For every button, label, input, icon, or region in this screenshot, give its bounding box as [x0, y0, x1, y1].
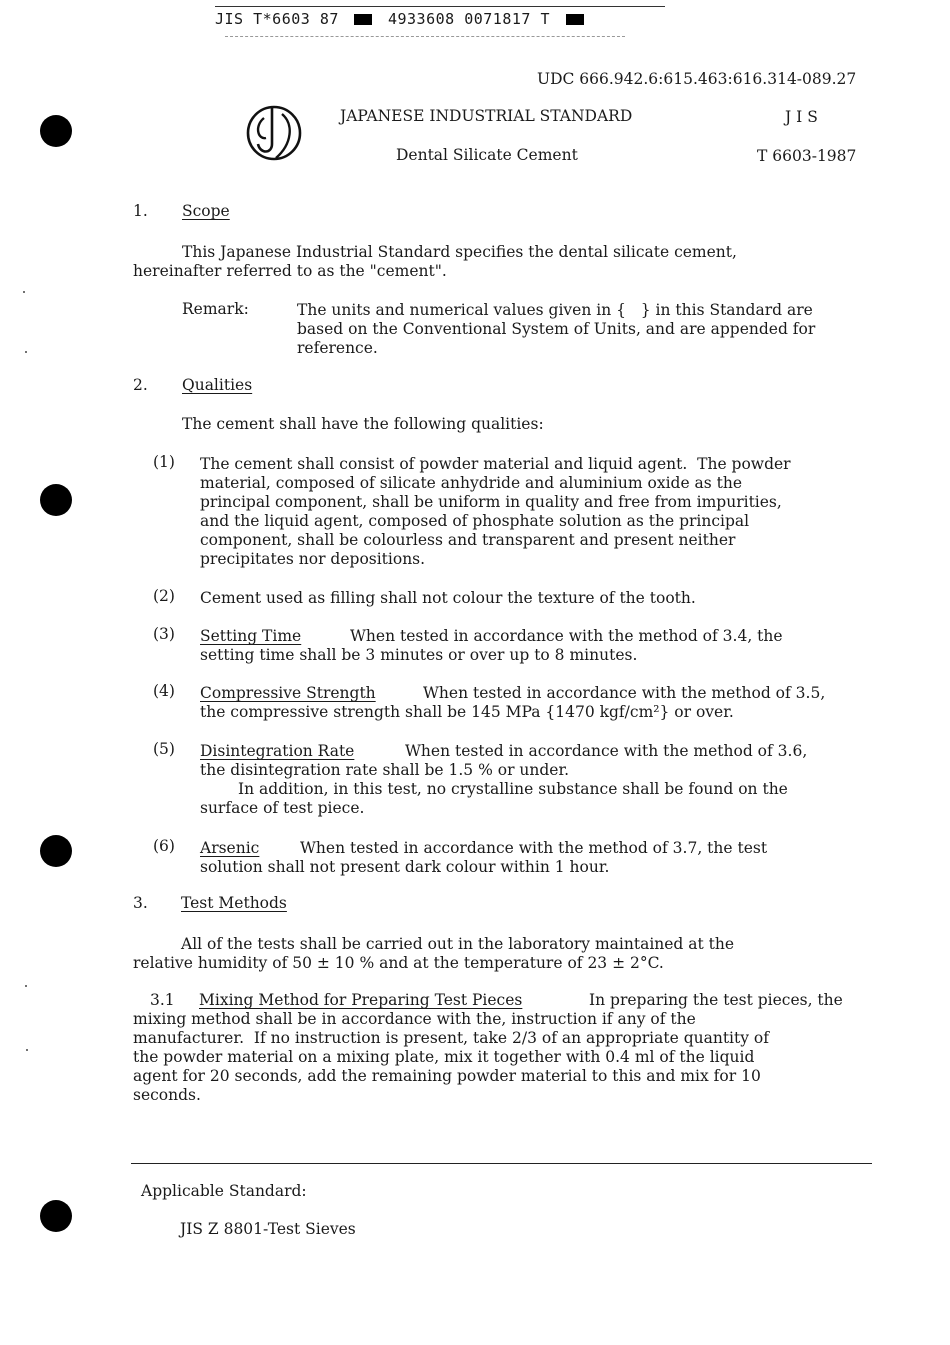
item-6-line: solution shall not present dark colour within 1 hour. [200, 858, 610, 876]
item-1-line: precipitates nor depositions. [200, 550, 426, 568]
scan-dash-row [225, 36, 625, 38]
header-code-bar [215, 10, 584, 28]
item-3-line: setting time shall be 3 minutes or over up to 8 minutes. [200, 646, 638, 664]
item-4-title: Compressive Strength [200, 684, 376, 702]
section-2-intro: The cement shall have the following qualities: [182, 415, 544, 433]
subsection-3-1-line: mixing method shall be in accordance with the, instruction if any of the [133, 1010, 696, 1028]
udc-code: UDC 666.942.6:615.463:616.314-089.27 [537, 70, 857, 88]
item-1-line: and the liquid agent, composed of phosphate solution as the principal [200, 512, 750, 530]
footnote-reference: JIS Z 8801-Test Sieves [180, 1220, 356, 1238]
section-3-body-line: relative humidity of 50 ± 10 % and at the temperature of 23 ± 2°C. [133, 954, 664, 972]
scan-speck [23, 291, 25, 293]
punch-hole [40, 484, 72, 516]
item-1-line: material, composed of silicate anhydride and aluminium oxide as the [200, 474, 743, 492]
item-1-line: principal component, shall be uniform in quality and free from impurities, [200, 493, 782, 511]
remark-label: Remark: [182, 300, 249, 318]
item-2-line: Cement used as filling shall not colour the texture of the tooth. [200, 589, 696, 607]
item-1-line: component, shall be colourless and transparent and present neither [200, 531, 736, 549]
item-6-line: When tested in accordance with the method of 3.7, the test [300, 839, 768, 857]
item-5-number: (5) [153, 740, 175, 758]
remark-line: The units and numerical values given in { } in this Standard are [297, 301, 813, 319]
subsection-3-1-title: Mixing Method for Preparing Test Pieces [199, 991, 523, 1009]
footnote-divider [131, 1163, 872, 1164]
item-5-line: the disintegration rate shall be 1.5 % or under. [200, 761, 570, 779]
section-2-heading: Qualities [182, 376, 253, 394]
item-4-line: the compressive strength shall be 145 MPa {1470 kgf/cm²} or over. [200, 703, 734, 721]
scan-speck [25, 985, 27, 987]
item-3-number: (3) [153, 625, 175, 643]
header-code-middle: 4933608 0071817 T [387, 10, 550, 28]
section-1-heading: Scope [182, 202, 230, 220]
item-3-title: Setting Time [200, 627, 302, 645]
header-code-left: JIS T*6603 87 [215, 10, 339, 28]
subsection-3-1-line: the powder material on a mixing plate, mix it together with 0.4 ml of the liquid [133, 1048, 755, 1066]
section-3-heading: Test Methods [181, 894, 287, 912]
remark-line: based on the Conventional System of Units, and are appended for [297, 320, 816, 338]
item-4-number: (4) [153, 682, 175, 700]
punch-hole [40, 1200, 72, 1232]
section-1-body-line: This Japanese Industrial Standard specifies the dental silicate cement, [182, 243, 737, 261]
jis-logo-icon [242, 100, 306, 164]
section-1-number: 1. [133, 202, 148, 220]
item-3-line: When tested in accordance with the method of 3.4, the [350, 627, 783, 645]
item-6-number: (6) [153, 837, 175, 855]
standard-type: JAPANESE INDUSTRIAL STANDARD [340, 107, 633, 125]
document-title: Dental Silicate Cement [396, 146, 578, 164]
punch-hole [40, 115, 72, 147]
section-1-body-line: hereinafter referred to as the "cement". [133, 262, 447, 280]
subsection-3-1-line: In preparing the test pieces, the [589, 991, 843, 1009]
barcode-block-icon [354, 14, 372, 25]
item-5-line: When tested in accordance with the method of 3.6, [405, 742, 808, 760]
subsection-3-1-line: seconds. [133, 1086, 201, 1104]
subsection-3-1-line: manufacturer. If no instruction is present, take 2/3 of an appropriate quantity of [133, 1029, 769, 1047]
item-6-title: Arsenic [200, 839, 260, 857]
footnote-label: Applicable Standard: [141, 1182, 307, 1200]
punch-hole [40, 835, 72, 867]
item-1-number: (1) [153, 453, 175, 471]
subsection-3-1-line: agent for 20 seconds, add the remaining powder material to this and mix for 10 [133, 1067, 761, 1085]
item-2-number: (2) [153, 587, 175, 605]
section-3-number: 3. [133, 894, 148, 912]
item-5-line: In addition, in this test, no crystalline substance shall be found on the [238, 780, 788, 798]
jis-mark: J I S [785, 108, 818, 126]
section-2-number: 2. [133, 376, 148, 394]
section-3-body-line: All of the tests shall be carried out in the laboratory maintained at the [181, 935, 735, 953]
standard-number: T 6603-1987 [757, 147, 857, 165]
item-5-line: surface of test piece. [200, 799, 365, 817]
scan-speck [25, 351, 27, 353]
remark-line: reference. [297, 339, 378, 357]
barcode-block-icon [566, 14, 584, 25]
item-5-title: Disintegration Rate [200, 742, 355, 760]
scan-top-rule [215, 6, 665, 7]
item-4-line: When tested in accordance with the method of 3.5, [423, 684, 826, 702]
subsection-3-1-number: 3.1 [150, 991, 175, 1009]
scan-speck [26, 1049, 28, 1051]
item-1-line: The cement shall consist of powder material and liquid agent. The powder [200, 455, 791, 473]
